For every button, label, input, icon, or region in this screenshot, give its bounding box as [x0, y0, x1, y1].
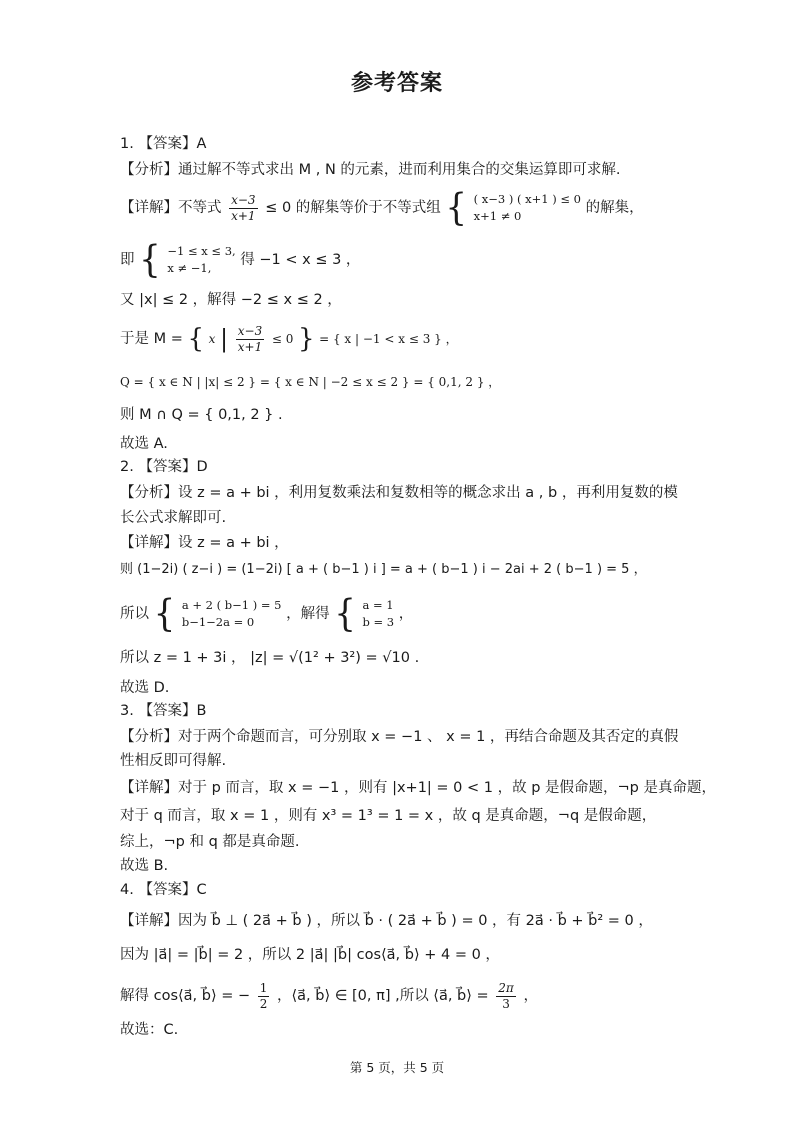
q1-choose: 故选 A. — [120, 436, 168, 452]
q1-detail-mid: ≤ 0 的解集等价于不等式组 — [265, 200, 441, 216]
q3-detail-3: 综上，¬p 和 q 都是真命题. — [120, 834, 300, 850]
q2-answer: 2. 【答案】D — [120, 459, 208, 475]
system-line: b−1−2a = 0 — [181, 615, 255, 629]
q2-ze-line: 则 (1−2i) ( z−i ) = (1−2i) [ a + ( b−1 ) i ] = a + ( b−1 ) i − 2ai + 2 ( b−1 ) = 5 ， — [120, 562, 647, 577]
fraction-numerator: x−3 — [237, 323, 263, 338]
fraction-denominator: x+1 — [237, 339, 263, 354]
q2-analysis-1: 【分析】设 z = a + bi ，利用复数乘法和复数相等的概念求出 a , b ，再利用复数的模 — [120, 485, 678, 501]
q2-z-line: 所以 z = 1 + 3i ， |z| = √(1² + 3²) = √10 . — [120, 650, 420, 666]
system-line: b = 3 — [362, 615, 395, 629]
detail-3-mid: ，⟨a⃗, b⃗⟩ ∈ [0, π] ,所以 ⟨a⃗, b⃗⟩ = — [277, 988, 489, 1004]
fraction-numerator: 2π — [498, 980, 514, 995]
q1-inequality-system — [474, 191, 581, 225]
q3-detail-1: 【详解】对于 p 而言，取 x = −1 ，则有 |x+1| = 0 < 1 ，故 p 是假命题，¬p 是真命题， — [120, 780, 716, 796]
q2-suoyi-line — [120, 592, 414, 636]
q1-analysis: 【分析】通过解不等式求出 M , N 的元素，进而利用集合的交集运算即可求解. — [120, 162, 621, 178]
q1-detail-suffix: 的解集， — [585, 200, 644, 216]
q1-yushi-line — [120, 321, 458, 357]
q4-fraction-angle — [496, 981, 516, 1012]
system-line: ( x−3 ) ( x+1 ) ≤ 0 — [473, 192, 582, 206]
q4-detail-3 — [120, 978, 538, 1014]
q3-analysis-2: 性相反即可得解. — [120, 753, 227, 769]
ji-prefix: 即 — [120, 252, 135, 268]
system-line: x ≠ −1, — [167, 261, 212, 275]
yushi-fraction — [236, 324, 264, 355]
q4-detail-2: 因为 |a⃗| = |b⃗| = 2 ，所以 2 |a⃗| |b⃗| cos⟨a⃗, b⃗⟩ + 4 = 0 ， — [120, 947, 500, 963]
left-brace: { — [153, 592, 176, 636]
q3-analysis-1: 【分析】对于两个命题而言，可分别取 x = −1 、 x = 1 ，再结合命题及其否定的真假 — [120, 729, 679, 745]
system-line: a + 2 ( b−1 ) = 5 — [181, 598, 282, 612]
q1-ji-system — [167, 243, 235, 277]
left-brace: { — [445, 186, 468, 230]
q1-detail-prefix: 【详解】不等式 — [120, 200, 222, 216]
q4-answer: 4. 【答案】C — [120, 882, 207, 898]
suoyi-mid: ，解得 — [286, 606, 330, 622]
fraction-numerator: 1 — [259, 980, 268, 995]
q2-detail: 【详解】设 z = a + bi ， — [120, 535, 289, 551]
q1-detail-fraction — [229, 193, 257, 224]
page-footer: 第 5 页，共 5 页 — [349, 1060, 445, 1075]
fraction-denominator: x+1 — [231, 208, 256, 223]
set-condition: ≤ 0 — [271, 332, 294, 346]
q2-analysis-2: 长公式求解即可. — [120, 510, 227, 526]
q1-q-line: Q = { x ∈ N | |x| ≤ 2 } = { x ∈ N | −2 ≤ x ≤ 2 } = { 0,1, 2 } ， — [120, 375, 501, 389]
left-brace: { — [139, 238, 161, 282]
q3-answer: 3. 【答案】B — [120, 703, 207, 719]
left-brace: { — [334, 592, 356, 636]
q4-detail-1: 【详解】因为 b⃗ ⊥ ( 2a⃗ + b⃗ ) ，所以 b⃗ · ( 2a⃗ + b⃗ ) = 0 ，有 2a⃗ · b⃗ + b⃗² = 0 ， — [120, 913, 653, 929]
q3-detail-2: 对于 q 而言，取 x = 1 ，则有 x³ = 1³ = 1 = x ，故 q 是真命题，¬q 是假命题， — [120, 808, 657, 824]
fraction-denominator: 3 — [502, 996, 510, 1011]
q1-ji-line — [120, 238, 361, 282]
fraction-denominator: 2 — [259, 996, 268, 1011]
system-line: −1 ≤ x ≤ 3, — [167, 244, 236, 258]
q3-choose: 故选 B. — [120, 858, 169, 874]
detail-3-prefix: 解得 cos⟨a⃗, b⃗⟩ = − — [120, 988, 251, 1004]
q2-equation-system — [182, 597, 282, 631]
suoyi-suffix: ， — [398, 606, 414, 622]
q1-answer: 1. 【答案】A — [120, 136, 207, 152]
suoyi-prefix: 所以 — [120, 606, 149, 622]
left-brace: { — [187, 324, 205, 354]
yushi-suffix: = { x | −1 < x ≤ 3 } ， — [319, 332, 458, 346]
q4-choose: 故选：C. — [120, 1022, 179, 1038]
right-brace: } — [297, 324, 315, 354]
fraction-numerator: x−3 — [231, 192, 256, 207]
page-title: 参考答案 — [350, 71, 443, 96]
q1-ze-line: 则 M ∩ Q = { 0,1, 2 } . — [120, 407, 283, 423]
yushi-prefix: 于是 M = — [120, 331, 183, 347]
system-line: a = 1 — [362, 598, 394, 612]
q2-solution-system — [362, 597, 394, 631]
system-line: x+1 ≠ 0 — [473, 209, 522, 223]
detail-3-suffix: ， — [523, 988, 538, 1004]
ji-suffix: 得 −1 < x ≤ 3 ， — [240, 252, 361, 268]
q2-choose: 故选 D. — [120, 680, 170, 696]
q1-detail — [120, 186, 644, 230]
set-bar: | — [220, 325, 229, 353]
q1-you-line: 又 |x| ≤ 2 ，解得 −2 ≤ x ≤ 2 ， — [120, 292, 342, 308]
q4-fraction-half — [258, 981, 270, 1012]
set-variable: x — [208, 332, 216, 346]
